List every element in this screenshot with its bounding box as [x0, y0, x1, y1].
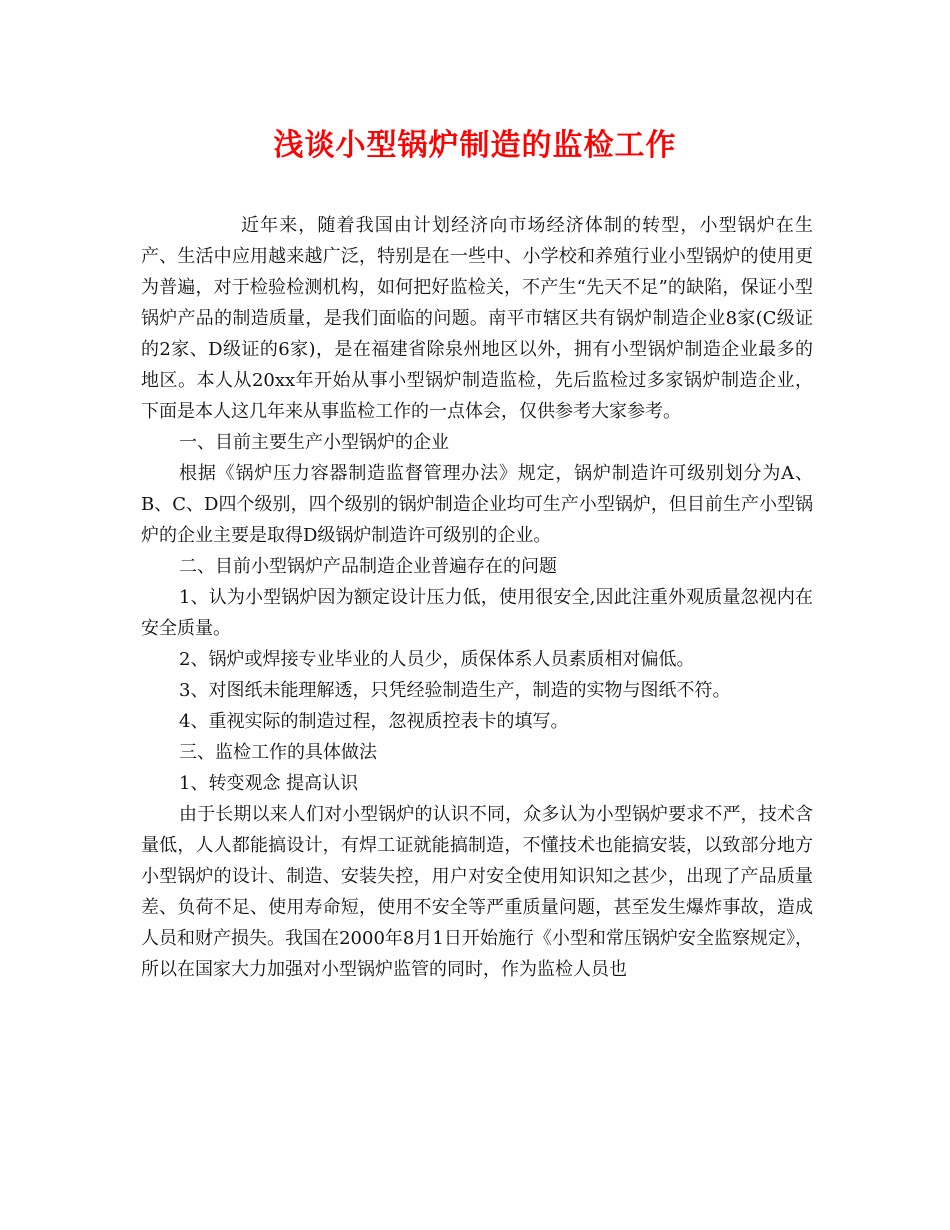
paragraph-section-1: 根据《锅炉压力容器制造监督管理办法》规定，锅炉制造许可级别划分为A、B、C、D四个级别，四个级别的锅炉制造企业均可生产小型锅炉，但目前生产小型锅炉的企业主要是取得D级锅炉制造许可级别的企业。 [141, 463, 813, 546]
problem-item-3: 3、对图纸未能理解透，只凭经验制造生产，制造的实物与图纸不符。 [179, 680, 731, 701]
problem-item-4: 4、重视实际的制造过程，忽视质控表卡的填写。 [179, 711, 569, 732]
section-heading-2: 二、目前小型锅炉产品制造企业普遍存在的问题 [179, 556, 557, 577]
paragraph-intro: 近年来，随着我国由计划经济向市场经济体制的转型，小型锅炉在生产、生活中应用越来越广泛，特别是在一些中、小学校和养殖行业小型锅炉的使用更为普遍，对于检验检测机构，如何把好监检关，不产生“先天不足”的缺陷，保证小型锅炉产品的制造质量，是我们面临的问题。南平市辖区共有锅炉制造企业8家(C级证的2家、D级证的6家)，是在福建省除泉州地区以外，拥有小型锅炉制造企业最多的地区。本人从20xx年开始从事小型锅炉制造监检，先后监检过多家锅炉制造企业，下面是本人这几年来从事监检工作的一点体会，仅供参考大家参考。 [141, 215, 813, 422]
section-heading-1: 一、目前主要生产小型锅炉的企业 [179, 432, 449, 453]
document-body [141, 210, 813, 985]
problem-item-2: 2、锅炉或焊接专业毕业的人员少，质保体系人员素质相对偏低。 [179, 649, 695, 670]
subsection-heading-1: 1、转变观念 提高认识 [179, 773, 359, 794]
problem-item-1: 1、认为小型锅炉因为额定设计压力低，使用很安全,因此注重外观质量忽视内在安全质量。 [141, 587, 813, 639]
document-title: 浅谈小型锅炉制造的监检工作 [273, 128, 677, 163]
section-heading-3: 三、监检工作的具体做法 [179, 742, 377, 763]
paragraph-subsection-1: 由于长期以来人们对小型锅炉的认识不同，众多认为小型锅炉要求不严，技术含量低，人人都能搞设计，有焊工证就能搞制造，不懂技术也能搞安装，以致部分地方小型锅炉的设计、制造、安装失控，用户对安全使用知识知之甚少，出现了产品质量差、负荷不足、使用寿命短，使用不安全等严重质量问题，甚至发生爆炸事故，造成人员和财产损失。我国在2000年8月1日开始施行《小型和常压锅炉安全监察规定》，所以在国家大力加强对小型锅炉监管的同时，作为监检人员也 [141, 804, 813, 980]
